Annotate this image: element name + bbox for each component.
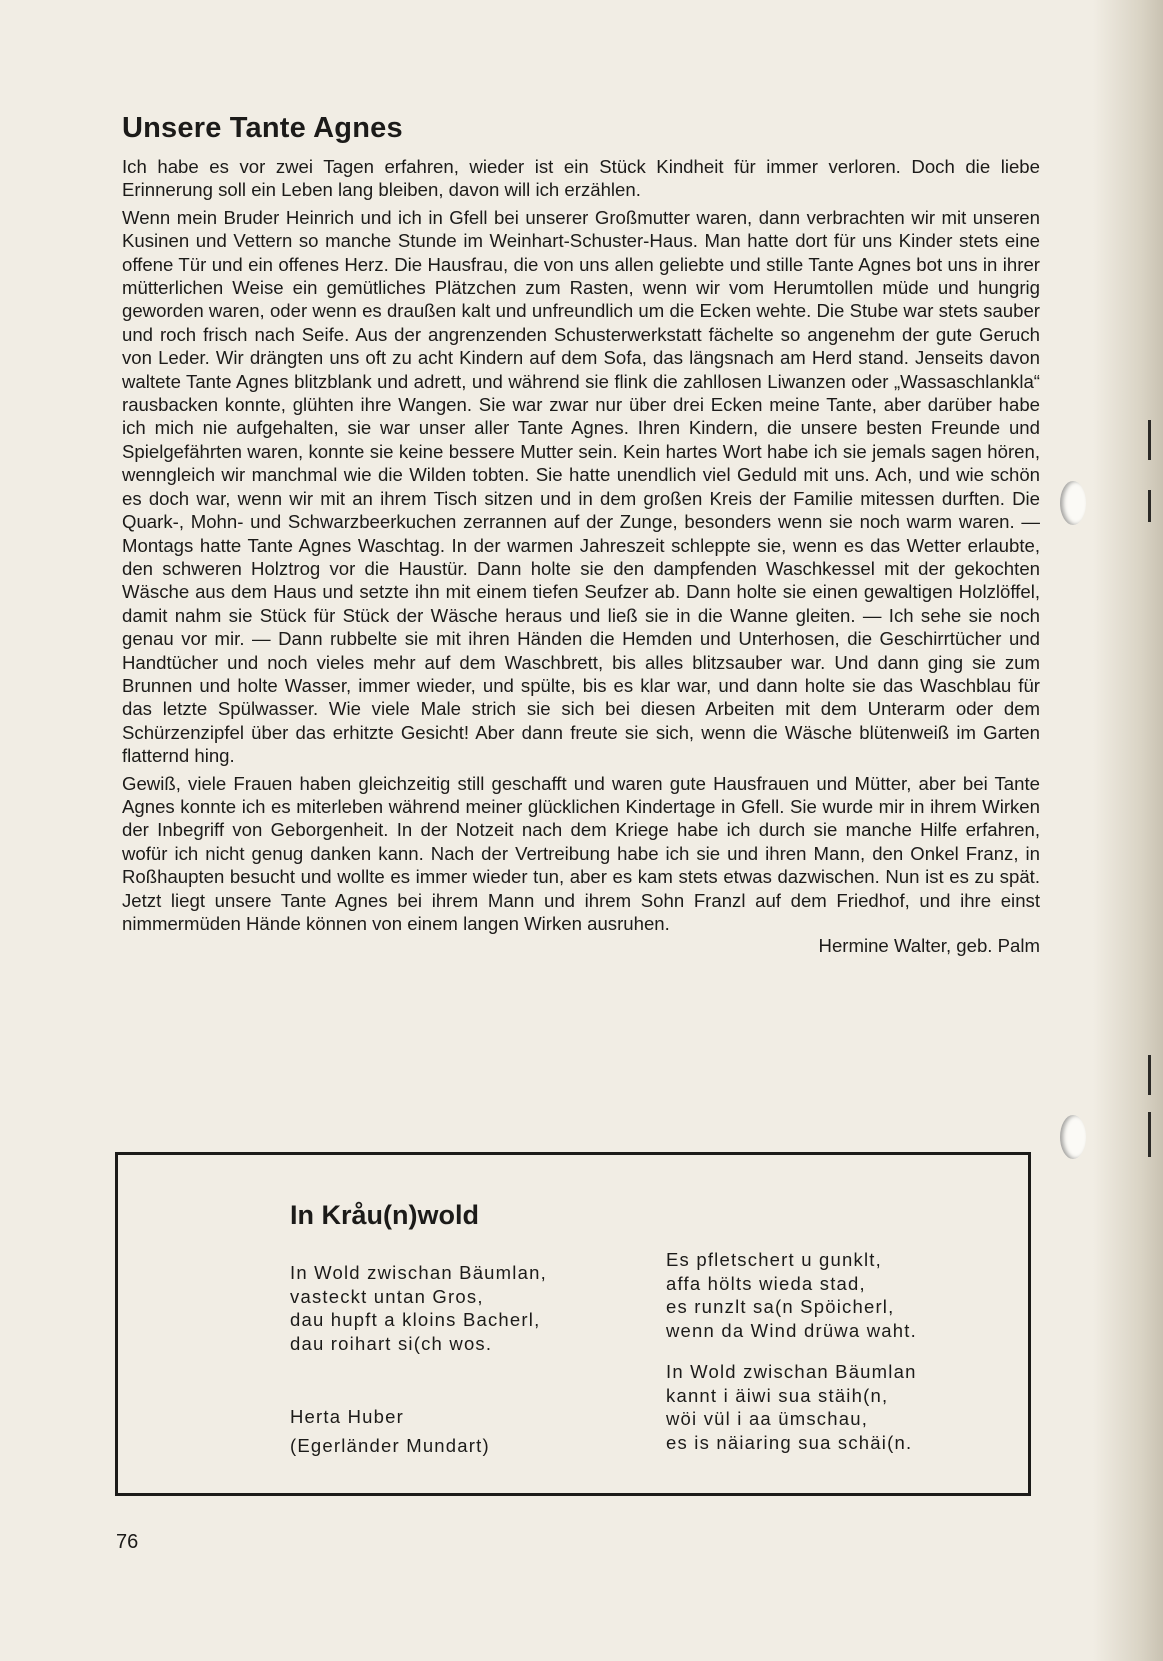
article-author: Hermine Walter, geb. Palm	[818, 935, 1040, 957]
poem-dialect: (Egerländer Mundart)	[290, 1435, 490, 1456]
poem-line: affa hölts wieda stad,	[666, 1272, 866, 1294]
poem-credits	[290, 1402, 490, 1460]
article-paragraph: Ich habe es vor zwei Tagen erfahren, wieder ist ein Stück Kindheit für immer verloren. Doch die liebe Erinnerung soll ein Leben lang bleiben, davon will ich erzählen.	[122, 156, 1040, 201]
page-number: 76	[116, 1531, 139, 1553]
article	[122, 112, 1040, 957]
poem-line: vasteckt untan Gros,	[290, 1285, 484, 1307]
poem-stanza-1	[290, 1261, 547, 1355]
binder-mark	[1148, 1055, 1151, 1095]
article-title: Unsere Tante Agnes	[122, 112, 403, 144]
poem-line: In Wold zwischan Bäumlan,	[290, 1262, 547, 1283]
punch-hole-upper	[1060, 481, 1086, 525]
poem-line: wöi vül i aa ümschau,	[666, 1408, 869, 1430]
poem-line: wenn da Wind drüwa waht.	[666, 1319, 917, 1341]
poem-line: dau hupft a kloins Bacherl,	[290, 1309, 541, 1331]
binder-mark	[1148, 490, 1151, 522]
poem-line: Es pfletschert u gunklt,	[666, 1249, 882, 1270]
poem-author: Herta Huber	[290, 1406, 404, 1427]
article-paragraph: Wenn mein Bruder Heinrich und ich in Gfell bei unserer Großmutter waren, dann verbrachten wir mit unseren Kusinen und Vettern so manche Stunde im Weinhart-Schuster-Haus. Man hatte dort für uns Kinder stets eine offene Tür und ein offenes Herz. Die Hausfrau, die von uns allen geliebte und stille Tante Agnes bot uns in ihrer mütterlichen Weise ein gemütliches Plätzchen zum Rasten, wenn wir vom Herumtollen müde und hungrig geworden waren, oder wenn es draußen kalt und unfreundlich um die Ecken wehte. Die Stube war stets sauber und roch frisch nach Seife. Aus der angrenzenden Schusterwerkstatt fächelte so angenehm der gute Geruch von Leder. Wir drängten uns oft zu acht Kindern auf dem Sofa, das längsnach am Herd stand. Jenseits davon waltete Tante Agnes blitzblank und adrett, und während sie flink die zahllosen Liwanzen oder „Wassaschlankla“ rausbacken konnte, glühten ihre Wangen. Sie war zwar nur über drei Ecken meine Tante, aber darüber habe ich mich nie aufgehalten, sie war unser aller Tante Agnes. Ihren Kindern, die unsere besten Freunde und Spielgefährten waren, konnte sie keine bessere Mutter sein. Kein hartes Wort habe ich sie jemals sagen hören, wenngleich wir manchmal wie die Wilden tobten. Sie hatte unendlich viel Geduld mit uns. Ach, und wie schön es doch war, wenn wir mit an ihrem Tisch sitzen und in dem großen Kreis der Familie mitessen durften. Die Quark-, Mohn- und Schwarzbeerkuchen zerrannen auf der Zunge, besonders wenn sie noch warm waren. — Montags hatte Tante Agnes Waschtag. In der warmen Jahreszeit schleppte sie, wenn es das Wetter erlaubte, den schweren Holztrog vor die Haustür. Dann holte sie den dampfenden Waschkessel mit der gekochten Wäsche aus dem Haus und setzte ihn mit einem tiefen Seufzer ab. Dann holte sie einen gewaltigen Holzlöffel, damit nahm sie Stück für Stück der Wäsche heraus und ließ sie in die Wanne gleiten. — Ich sehe sie noch genau vor mir. — Dann rubbelte sie mit ihren Händen die Hemden und Unterhosen, die Geschirrtücher und Handtücher und noch vieles mehr auf dem Waschbrett, bis alles blitzsauber war. Und dann ging sie zum Brunnen und holte Wasser, immer wieder, und spülte, bis es klar war, und dann holte sie das Waschblau für das letzte Spülwasser. Wie viele Male strich sie sich bei diesen Arbeiten mit dem Unterarm oder dem Schürzenzipfel über das erhitzte Gesicht! Aber dann freute sie sich, wenn die Wäsche blütenweiß im Garten flatternd hing.	[122, 206, 1040, 767]
poem-line: dau roihart si(ch wos.	[290, 1332, 493, 1354]
poem-line: es is näiaring sua schäi(n.	[666, 1431, 913, 1453]
punch-hole-lower	[1060, 1115, 1086, 1159]
poem-box	[115, 1152, 1031, 1496]
poem-stanza-3	[666, 1360, 917, 1454]
binder-mark	[1148, 1112, 1151, 1157]
paper-edge-shading	[1093, 0, 1163, 1661]
poem-line: In Wold zwischan Bäumlan	[666, 1361, 917, 1382]
article-paragraph: Gewiß, viele Frauen haben gleichzeitig still geschafft und waren gute Hausfrauen und Mütter, aber bei Tante Agnes konnte ich es miterleben während meiner glücklichen Kindertage in Gfell. Sie wurde mir in ihrem Wirken der Inbegriff von Geborgenheit. In der Notzeit nach dem Kriege habe ich durch sie manche Hilfe erfahren, wofür ich nicht genug danken kann. Nach der Vertreibung habe ich sie und ihren Mann, den Onkel Franz, in Roßhaupten besucht und wollte es immer wieder tun, aber es kam stets etwas dazwischen. Nun ist es zu spät. Jetzt liegt unsere Tante Agnes bei ihrem Mann und ihrem Sohn Franzl auf dem Friedhof, und ihre einst nimmermüden Hände können von einem langen Wirken ausruhen.	[122, 772, 1040, 934]
poem-title: In Kråu(n)wold	[290, 1200, 479, 1230]
poem-stanza-2	[666, 1248, 917, 1342]
poem-line: kannt i äiwi sua stäih(n,	[666, 1384, 889, 1406]
poem-line: es runzlt sa(n Spöicherl,	[666, 1296, 895, 1318]
binder-mark	[1148, 420, 1151, 460]
